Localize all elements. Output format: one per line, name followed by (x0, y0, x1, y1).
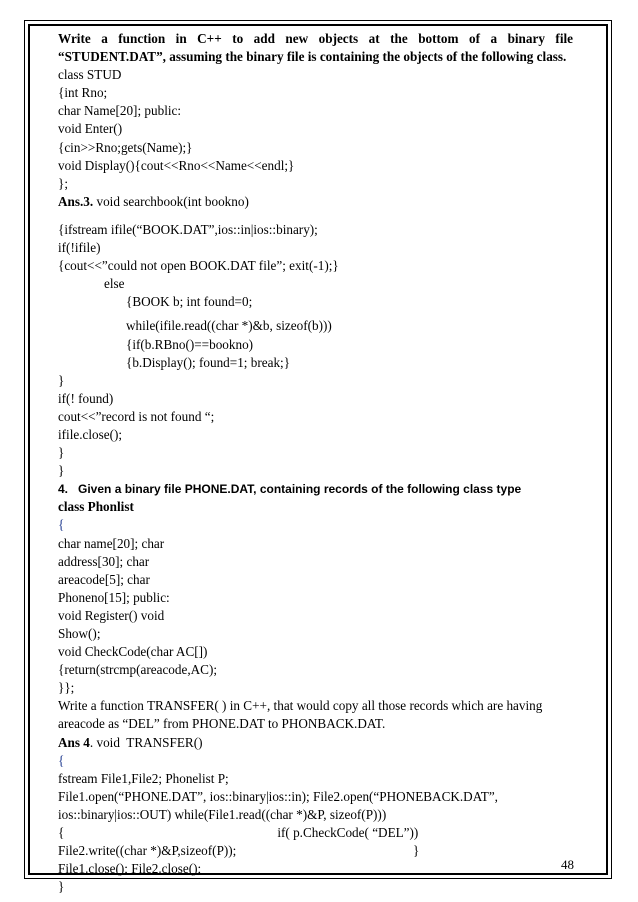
answer-3-label: Ans.3. (58, 193, 94, 209)
question-4-instruction-2: areacode as “DEL” from PHONE.DAT to PHONBACK.DAT. (58, 716, 386, 732)
code-line: File1.close(); File2.close(); (58, 861, 202, 877)
code-line: if(!ifile) (58, 240, 101, 256)
code-line: void Enter() (58, 121, 123, 137)
code-line: areacode[5]; char (58, 571, 150, 587)
code-line: {cin>>Rno;gets(Name);} (58, 139, 193, 155)
code-line: }}; (58, 680, 75, 696)
question-4-instruction-1: Write a function TRANSFER( ) in C++, that would copy all those records which are having (58, 698, 543, 714)
code-line: { (58, 517, 65, 533)
code-line: {BOOK b; int found=0; (126, 294, 253, 310)
page-content (58, 30, 573, 896)
code-line: else (104, 276, 125, 292)
code-line: void Register() void (58, 607, 165, 623)
code-line: {if(b.RBno()==bookno) (126, 336, 254, 352)
code-line-if (58, 824, 573, 842)
answer-4-header (58, 734, 573, 752)
code-line: char name[20]; char (58, 535, 165, 551)
class-phonlist-title: class Phonlist (58, 499, 134, 515)
code-line: } (58, 879, 65, 895)
code-write: File2.write((char *)&P,sizeof(P)); (58, 843, 237, 859)
code-line: while(ifile.read((char *)&b, sizeof(b))) (126, 318, 332, 334)
question-4-heading: 4. Given a binary file PHONE.DAT, containing records of the following class type (58, 482, 522, 497)
code-line: {return(strcmp(areacode,AC); (58, 662, 218, 678)
code-line: cout<<”record is not found “; (58, 408, 215, 424)
code-line: }; (58, 175, 68, 191)
code-line: ifile.close(); (58, 426, 123, 442)
question-intro-line-1: Write a function in C++ to add new objects at the bottom of a binary file (58, 31, 573, 46)
code-line: {b.Display(); found=1; break;} (126, 354, 291, 370)
code-line: {int Rno; (58, 85, 108, 101)
code-line: ios::binary|ios::OUT) while(File1.read((char *)&P, sizeof(P))) (58, 806, 387, 822)
code-line: {ifstream ifile(“BOOK.DAT”,ios::in|ios::binary); (58, 221, 318, 237)
question-intro-line-2: “STUDENT.DAT”, assuming the binary file is containing the objects of the following class. (58, 49, 567, 65)
code-line: File1.open(“PHONE.DAT”, ios::binary|ios::in); File2.open(“PHONEBACK.DAT”, (58, 788, 498, 804)
answer-4-label: Ans 4 (58, 734, 90, 750)
code-write-brace: } (413, 843, 420, 859)
code-line: fstream File1,File2; Phonelist P; (58, 770, 229, 786)
code-brace: { (58, 825, 65, 841)
code-line: { (58, 752, 65, 768)
answer-3-signature: void searchbook(int bookno) (93, 193, 249, 209)
code-line: } (58, 445, 65, 461)
code-if-check: if( p.CheckCode( “DEL”)) (277, 825, 419, 841)
code-line: } (58, 463, 65, 479)
code-line: void CheckCode(char AC[]) (58, 644, 208, 660)
code-line: } (58, 372, 65, 388)
code-line: void Display(){cout<<Rno<<Name<<endl;} (58, 157, 295, 173)
code-line: address[30]; char (58, 553, 150, 569)
code-line: if(! found) (58, 390, 114, 406)
code-line: char Name[20]; public: (58, 103, 182, 119)
answer-3-header (58, 193, 573, 211)
code-line: Show(); (58, 626, 101, 641)
code-line: class STUD (58, 67, 122, 83)
answer-4-signature: . void TRANSFER() (89, 734, 203, 750)
page-number: 48 (561, 857, 574, 872)
code-line: {cout<<”could not open BOOK.DAT file”; exit(-1);} (58, 258, 339, 274)
code-line-write (58, 842, 573, 860)
code-line: Phoneno[15]; public: (58, 589, 170, 605)
